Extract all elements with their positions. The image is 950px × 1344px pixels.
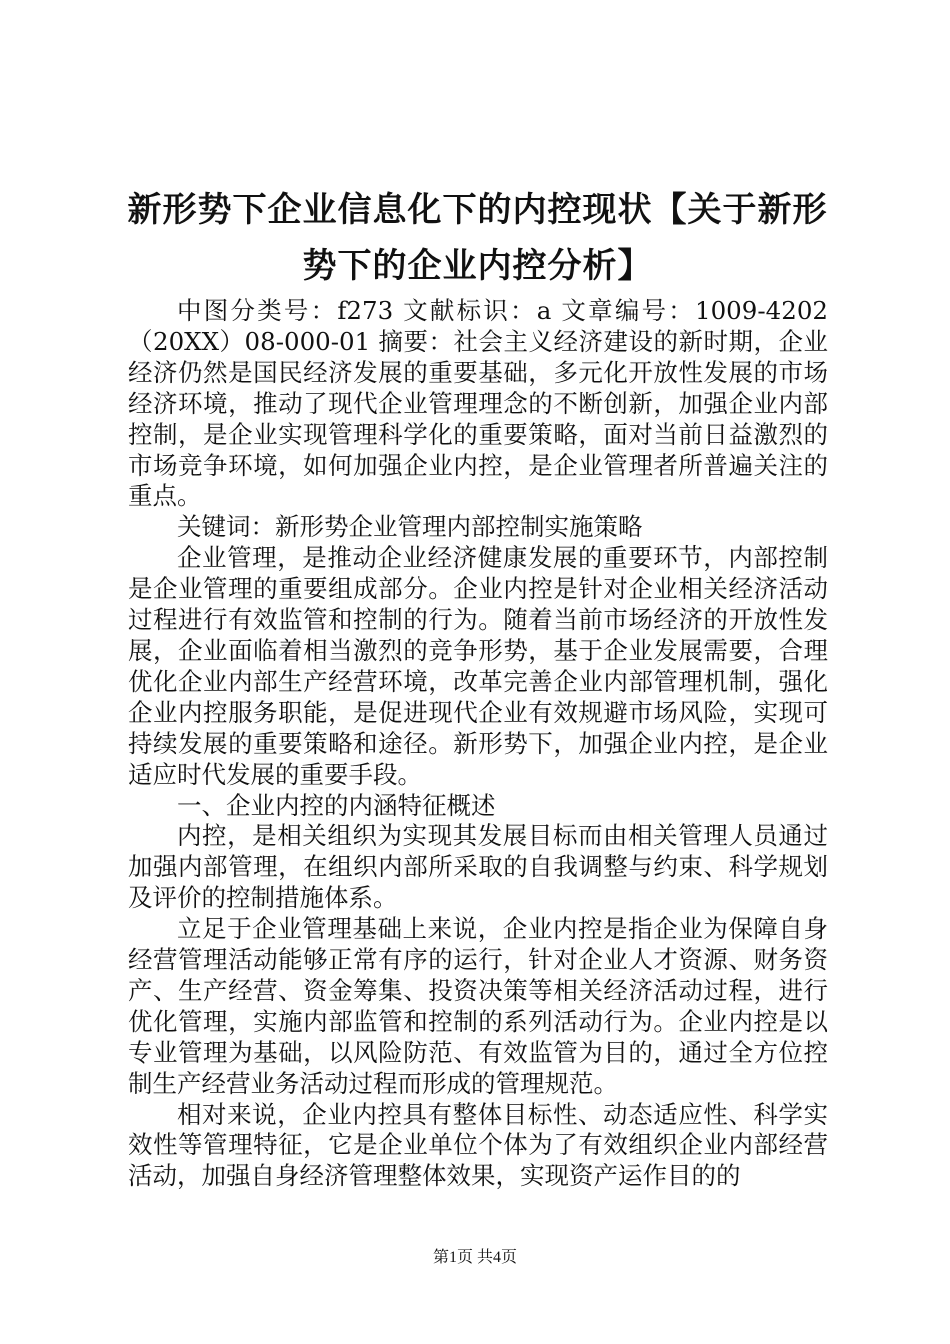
document-body bbox=[128, 296, 828, 1192]
section-heading: 一、企业内控的内涵特征概述 bbox=[177, 790, 496, 820]
body-paragraph: 企业管理，是推动企业经济健康发展的重要环节，内部控制是企业管理的重要组成部分。企业内控是针对企业相关经济活动过程进行有效监管和控制的行为。随着当前市场经济的开放性发展，企业面临着相当激烈的竞争形势，基于企业发展需要，合理优化企业内部生产经营环境，改革完善企业内部管理机制，强化企业内控服务职能，是促进现代企业有效规避市场风险，实现可持续发展的重要策略和途径。新形势下，加强企业内控，是企业适应时代发展的重要手段。 bbox=[128, 543, 828, 789]
body-paragraph: 立足于企业管理基础上来说，企业内控是指企业为保障自身经营管理活动能够正常有序的运行，针对企业人才资源、财务资产、生产经营、资金筹集、投资决策等相关经济活动过程，进行优化管理，实施内部监管和控制的系列活动行为。企业内控是以专业管理为基础，以风险防范、有效监管为目的，通过全方位控制生产经营业务活动过程而形成的管理规范。 bbox=[128, 914, 828, 1098]
document-title: 新形势下企业信息化下的内控现状【关于新形势下的企业内控分析】 bbox=[127, 190, 828, 286]
abstract-paragraph: 中图分类号：f273 文献标识：a 文章编号：1009-4202（20XX）08-000-01 摘要：社会主义经济建设的新时期，企业经济仍然是国民经济发展的重要基础，多元化开放性发展的市场经济环境，推动了现代企业管理理念的不断创新，加强企业内部控制，是企业实现管理科学化的重要策略，面对当前日益激烈的市场竞争环境，如何加强企业内控，是企业管理者所普遍关注的重点。 bbox=[128, 296, 828, 511]
keywords-paragraph: 关键词：新形势企业管理内部控制实施策略 bbox=[177, 512, 643, 542]
body-paragraph: 内控，是相关组织为实现其发展目标而由相关管理人员通过加强内部管理，在组织内部所采取的自我调整与约束、科学规划及评价的控制措施体系。 bbox=[128, 821, 828, 913]
page-footer: 第1页 共4页 bbox=[432, 1249, 517, 1266]
body-paragraph: 相对来说，企业内控具有整体目标性、动态适应性、科学实效性等管理特征，它是企业单位个体为了有效组织企业内部经营活动，加强自身经济管理整体效果，实现资产运作目的的 bbox=[128, 1099, 828, 1191]
